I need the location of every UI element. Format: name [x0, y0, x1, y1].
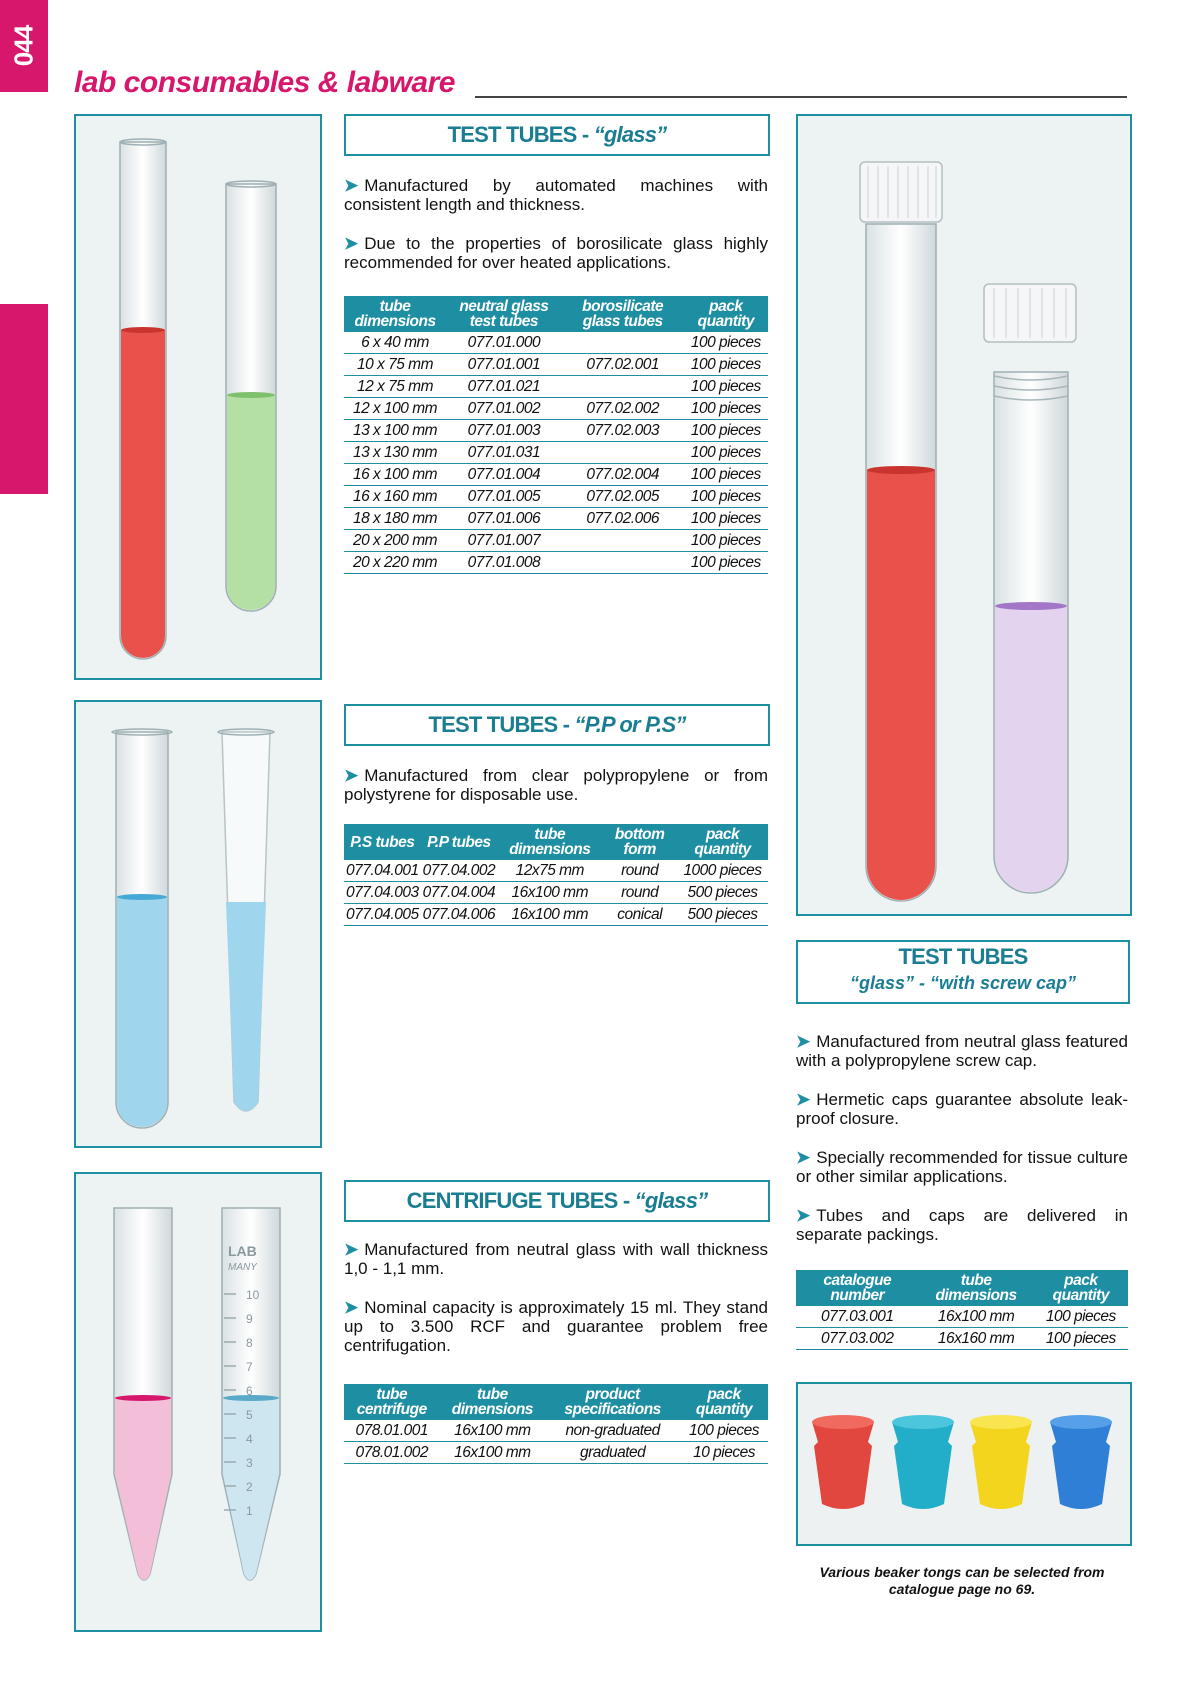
table-cell: graduated — [545, 1442, 680, 1464]
table-row — [344, 904, 768, 926]
centrifuge-spec-table — [344, 1384, 768, 1464]
table-cell: 077.01.001 — [446, 354, 562, 376]
glass-tubes-illustration — [76, 116, 320, 678]
table-cell: 077.01.000 — [446, 332, 562, 354]
bullet-chevron-icon: ➤ — [796, 1148, 811, 1167]
glass-paragraph-1 — [344, 176, 768, 214]
glass-paragraph-1-text: Manufactured by automated machines with consistent length and thickness. — [344, 176, 768, 214]
table-cell: 077.04.004 — [421, 882, 498, 904]
table-cell: 077.01.031 — [446, 442, 562, 464]
blue-cap-icon — [1050, 1415, 1112, 1509]
screw-title-sub: “glass” - “with screw cap” — [849, 973, 1077, 993]
scale-label: 10 — [246, 1288, 260, 1302]
scale-label: 4 — [246, 1432, 253, 1446]
table-cell: 077.02.003 — [562, 420, 684, 442]
centrifuge-table-body — [344, 1420, 768, 1464]
pp-title-main: TEST TUBES - — [428, 712, 575, 737]
table-cell: 077.02.006 — [562, 508, 684, 530]
table-header-cell: catalogue number — [796, 1270, 919, 1306]
glass-paragraph-2-text: Due to the properties of borosilicate glass highly recommended for over heated applications. — [344, 234, 768, 272]
page-number-tab — [0, 0, 48, 92]
bullet-chevron-icon: ➤ — [344, 234, 359, 253]
table-header-row — [796, 1270, 1128, 1306]
table-cell: 12x75 mm — [497, 860, 602, 882]
scale-label: 9 — [246, 1312, 253, 1326]
cyan-cap-icon — [892, 1415, 954, 1509]
table-cell: 6 x 40 mm — [344, 332, 446, 354]
table-header-cell: tube dimensions — [919, 1270, 1034, 1306]
centrifuge-paragraph-2 — [344, 1298, 768, 1355]
centrifuge-brand-text: LAB — [228, 1243, 257, 1259]
table-cell: 16x100 mm — [497, 904, 602, 926]
pp-paragraph-1-text: Manufactured from clear polypropylene or from polystyrene for disposable use. — [344, 766, 768, 804]
screw-cap-tubes-illustration — [798, 116, 1130, 914]
screw-paragraph-2-text: Hermetic caps guarantee absolute leak-proof closure. — [796, 1090, 1128, 1128]
table-row — [344, 486, 768, 508]
table-cell: 100 pieces — [684, 530, 768, 552]
table-header-row — [344, 824, 768, 860]
table-cell: 077.01.002 — [446, 398, 562, 420]
centrifuge-title-sub: “glass” — [634, 1188, 708, 1213]
table-cell: 077.04.003 — [344, 882, 421, 904]
table-row — [796, 1306, 1128, 1328]
bullet-chevron-icon: ➤ — [796, 1032, 811, 1051]
table-cell: 16x100 mm — [919, 1306, 1034, 1328]
tube-caps-image — [796, 1382, 1132, 1546]
screw-paragraph-4-text: Tubes and caps are delivered in separate packings. — [796, 1206, 1128, 1244]
section-title: lab consumables & labware — [74, 66, 455, 99]
table-header-cell: pack quantity — [680, 1384, 768, 1420]
screw-paragraph-1-text: Manufactured from neutral glass featured with a polypropylene screw cap. — [796, 1032, 1128, 1070]
table-header-cell: borosilicate glass tubes — [562, 296, 684, 332]
bullet-chevron-icon: ➤ — [344, 1298, 359, 1317]
table-header-cell: P.S tubes — [344, 824, 421, 860]
table-cell: 077.04.005 — [344, 904, 421, 926]
glass-table-body — [344, 332, 768, 574]
table-cell: 13 x 100 mm — [344, 420, 446, 442]
pp-paragraph-1 — [344, 766, 768, 804]
scale-label: 8 — [246, 1336, 253, 1350]
scale-label: 5 — [246, 1408, 253, 1422]
glass-paragraph-2 — [344, 234, 768, 272]
table-header-cell: product specifications — [545, 1384, 680, 1420]
table-row — [344, 530, 768, 552]
screw-paragraph-3 — [796, 1148, 1128, 1186]
bullet-chevron-icon: ➤ — [344, 766, 359, 785]
table-header-row — [344, 1384, 768, 1420]
table-cell: 18 x 180 mm — [344, 508, 446, 530]
yellow-cap-icon — [970, 1415, 1032, 1509]
table-header-cell: tube dimensions — [440, 1384, 546, 1420]
pp-spec-table — [344, 824, 768, 926]
table-cell: 077.01.004 — [446, 464, 562, 486]
table-header-row — [344, 296, 768, 332]
header-rule — [475, 96, 1127, 98]
table-cell: 16 x 100 mm — [344, 464, 446, 486]
scale-label: 6 — [246, 1384, 253, 1398]
pp-title-sub: “P.P or P.S” — [574, 712, 686, 737]
table-cell: 077.02.005 — [562, 486, 684, 508]
table-header-cell: pack quantity — [677, 824, 768, 860]
scale-label: 1 — [246, 1504, 253, 1518]
table-header-cell: tube centrifuge — [344, 1384, 440, 1420]
table-cell: non-graduated — [545, 1420, 680, 1442]
table-cell: 078.01.001 — [344, 1420, 440, 1442]
table-row — [344, 332, 768, 354]
table-cell: 077.01.021 — [446, 376, 562, 398]
table-cell: 20 x 220 mm — [344, 552, 446, 574]
table-cell: 077.01.005 — [446, 486, 562, 508]
table-cell: 20 x 200 mm — [344, 530, 446, 552]
pp-table-body — [344, 860, 768, 926]
table-cell: 077.04.001 — [344, 860, 421, 882]
screw-cap-tubes-image — [796, 114, 1132, 916]
table-row — [344, 860, 768, 882]
glass-title-sub: “glass” — [593, 122, 667, 147]
centrifuge-paragraph-1-text: Manufactured from neutral glass with wall thickness 1,0 - 1,1 mm. — [344, 1240, 768, 1278]
table-cell: 500 pieces — [677, 882, 768, 904]
tube-caps-illustration — [798, 1384, 1130, 1544]
bullet-chevron-icon: ➤ — [344, 176, 359, 195]
screw-paragraph-2 — [796, 1090, 1128, 1128]
table-header-cell: bottom form — [602, 824, 677, 860]
table-cell — [562, 332, 684, 354]
table-header-cell: pack quantity — [1034, 1270, 1128, 1306]
table-cell: 078.01.002 — [344, 1442, 440, 1464]
table-cell: 100 pieces — [684, 376, 768, 398]
centrifuge-section-title — [344, 1180, 770, 1222]
table-header-cell: neutral glass test tubes — [446, 296, 562, 332]
centrifuge-paragraph-2-text: Nominal capacity is approximately 15 ml. They stand up to 3.500 RCF and guarantee problem free centrifugation. — [344, 1298, 768, 1355]
table-cell: 100 pieces — [684, 508, 768, 530]
screw-spec-table — [796, 1270, 1128, 1350]
table-row — [344, 1442, 768, 1464]
table-row — [796, 1328, 1128, 1350]
table-row — [344, 376, 768, 398]
side-color-band — [0, 304, 48, 494]
table-cell: 077.04.006 — [421, 904, 498, 926]
table-cell: 16x160 mm — [919, 1328, 1034, 1350]
table-cell: 100 pieces — [684, 398, 768, 420]
table-cell — [562, 552, 684, 574]
table-cell: 077.01.007 — [446, 530, 562, 552]
table-cell: 16x100 mm — [497, 882, 602, 904]
table-cell: 100 pieces — [684, 486, 768, 508]
table-cell: 077.03.002 — [796, 1328, 919, 1350]
table-cell: 16x100 mm — [440, 1442, 546, 1464]
table-cell: 100 pieces — [1034, 1306, 1128, 1328]
table-cell: round — [602, 882, 677, 904]
red-cap-icon — [812, 1415, 874, 1509]
plastic-tubes-image — [74, 700, 322, 1148]
scale-label: 3 — [246, 1456, 253, 1470]
glass-section-title — [344, 114, 770, 156]
table-cell: 100 pieces — [684, 464, 768, 486]
table-cell: 077.03.001 — [796, 1306, 919, 1328]
table-header-cell: pack quantity — [684, 296, 768, 332]
table-cell: 100 pieces — [684, 354, 768, 376]
screw-section-title — [796, 940, 1130, 1004]
table-row — [344, 398, 768, 420]
table-cell: 10 pieces — [680, 1442, 768, 1464]
table-cell: 100 pieces — [1034, 1328, 1128, 1350]
table-cell: 077.02.001 — [562, 354, 684, 376]
table-cell: round — [602, 860, 677, 882]
screw-paragraph-3-text: Specially recommended for tissue culture or other similar applications. — [796, 1148, 1128, 1186]
pp-section-title — [344, 704, 770, 746]
table-cell: 077.01.006 — [446, 508, 562, 530]
table-cell: 100 pieces — [684, 420, 768, 442]
centrifuge-tubes-image — [74, 1172, 322, 1632]
centrifuge-brand-text-2: MANY — [228, 1262, 257, 1273]
table-cell: 077.01.003 — [446, 420, 562, 442]
table-cell: 077.02.002 — [562, 398, 684, 420]
screw-title-main: TEST TUBES — [898, 944, 1028, 969]
centrifuge-paragraph-1 — [344, 1240, 768, 1278]
table-cell — [562, 442, 684, 464]
screw-paragraph-4 — [796, 1206, 1128, 1244]
table-cell: 100 pieces — [684, 442, 768, 464]
table-cell: 13 x 130 mm — [344, 442, 446, 464]
bullet-chevron-icon: ➤ — [796, 1206, 811, 1225]
scale-label: 7 — [246, 1360, 253, 1374]
screw-table-body — [796, 1306, 1128, 1350]
table-cell: 12 x 100 mm — [344, 398, 446, 420]
table-cell: 077.02.004 — [562, 464, 684, 486]
table-row — [344, 1420, 768, 1442]
table-header-cell: P.P tubes — [421, 824, 498, 860]
table-cell: 100 pieces — [684, 552, 768, 574]
table-cell: 500 pieces — [677, 904, 768, 926]
plastic-tubes-illustration — [76, 702, 320, 1146]
table-cell: 077.04.002 — [421, 860, 498, 882]
table-cell: 077.01.008 — [446, 552, 562, 574]
table-cell — [562, 376, 684, 398]
centrifuge-title-main: CENTRIFUGE TUBES - — [406, 1188, 635, 1213]
scale-label: 2 — [246, 1480, 253, 1494]
table-row — [344, 420, 768, 442]
glass-spec-table — [344, 296, 768, 574]
table-row — [344, 552, 768, 574]
table-cell: 10 x 75 mm — [344, 354, 446, 376]
glass-tubes-image — [74, 114, 322, 680]
table-row — [344, 882, 768, 904]
table-row — [344, 464, 768, 486]
glass-title-main: TEST TUBES - — [447, 122, 594, 147]
screw-paragraph-1 — [796, 1032, 1128, 1070]
table-cell: 1000 pieces — [677, 860, 768, 882]
table-cell: 16 x 160 mm — [344, 486, 446, 508]
bullet-chevron-icon: ➤ — [344, 1240, 359, 1259]
table-cell: 100 pieces — [680, 1420, 768, 1442]
table-cell: conical — [602, 904, 677, 926]
table-cell: 16x100 mm — [440, 1420, 546, 1442]
bullet-chevron-icon: ➤ — [796, 1090, 811, 1109]
table-cell — [562, 530, 684, 552]
table-cell: 100 pieces — [684, 332, 768, 354]
table-header-cell: tube dimensions — [344, 296, 446, 332]
centrifuge-tubes-illustration — [76, 1174, 320, 1630]
page-number: 044 — [8, 25, 39, 67]
table-row — [344, 354, 768, 376]
table-cell: 12 x 75 mm — [344, 376, 446, 398]
table-row — [344, 508, 768, 530]
beaker-tongs-note: Various beaker tongs can be selected from catalogue page no 69. — [819, 1564, 1105, 1597]
table-header-cell: tube dimensions — [497, 824, 602, 860]
table-row — [344, 442, 768, 464]
